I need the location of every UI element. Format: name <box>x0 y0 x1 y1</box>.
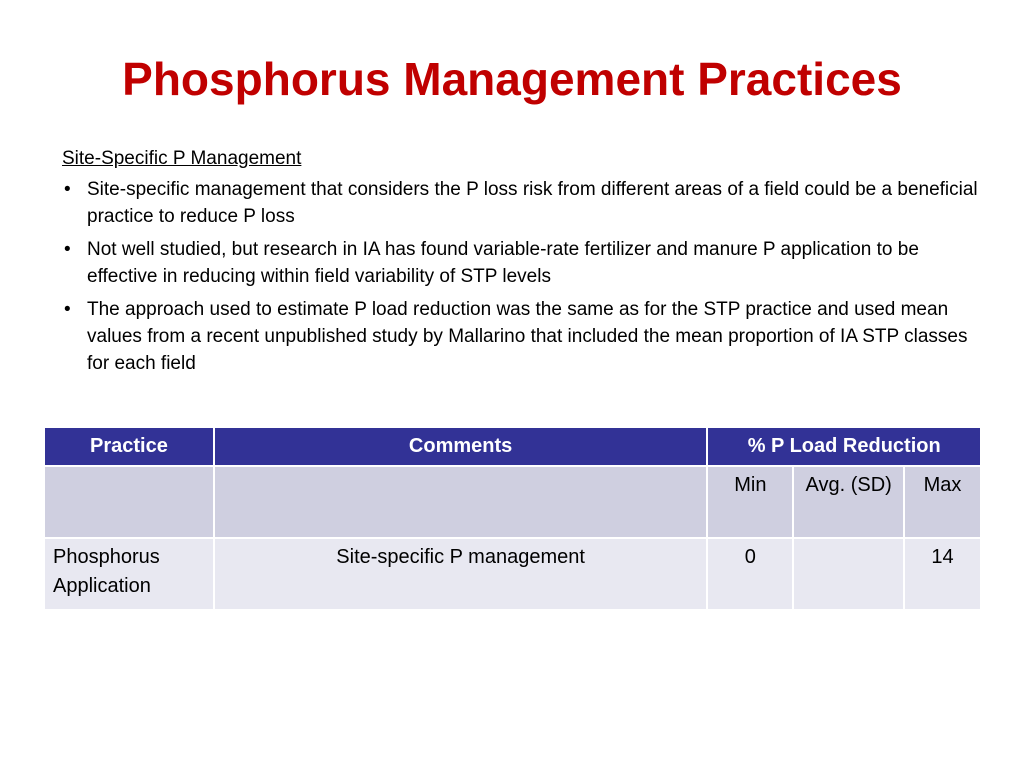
bullet-text: Not well studied, but research in IA has found variable-rate fertilizer and manure P application to be effective in reducing within field variability of STP levels <box>87 239 919 287</box>
practice-table <box>43 426 982 611</box>
header-practice: Practice <box>44 427 214 466</box>
bullet-item <box>62 176 982 230</box>
header-p-load-reduction: % P Load Reduction <box>707 427 981 466</box>
subheader-empty-comments <box>214 466 708 538</box>
cell-avg <box>793 538 904 610</box>
cell-comments: Site-specific P management <box>214 538 708 610</box>
content-section <box>62 145 982 383</box>
subheader-avg: Avg. (SD) <box>793 466 904 538</box>
bullet-text: The approach used to estimate P load reduction was the same as for the STP practice and used mean values from a recent unpublished study by Mallarino that included the mean proportion of IA STP classes for each field <box>87 299 968 374</box>
slide-title: Phosphorus Management Practices <box>122 53 902 105</box>
bullet-marker: • <box>64 179 71 200</box>
bullet-item <box>62 236 982 290</box>
bullet-marker: • <box>64 239 71 260</box>
section-subheading: Site-Specific P Management <box>62 148 302 169</box>
bullet-list <box>62 176 982 377</box>
subheader-max: Max <box>904 466 981 538</box>
table-row <box>44 538 981 610</box>
bullet-item <box>62 296 982 377</box>
table-header-row <box>44 427 981 466</box>
header-comments: Comments <box>214 427 708 466</box>
subheader-empty-practice <box>44 466 214 538</box>
subheader-min: Min <box>707 466 793 538</box>
cell-min: 0 <box>707 538 793 610</box>
bullet-marker: • <box>64 299 71 320</box>
cell-max: 14 <box>904 538 981 610</box>
bullet-text: Site-specific management that considers the P loss risk from different areas of a field could be a beneficial practice to reduce P loss <box>87 179 978 227</box>
cell-practice: Phosphorus Application <box>44 538 214 610</box>
table-subheader-row <box>44 466 981 538</box>
